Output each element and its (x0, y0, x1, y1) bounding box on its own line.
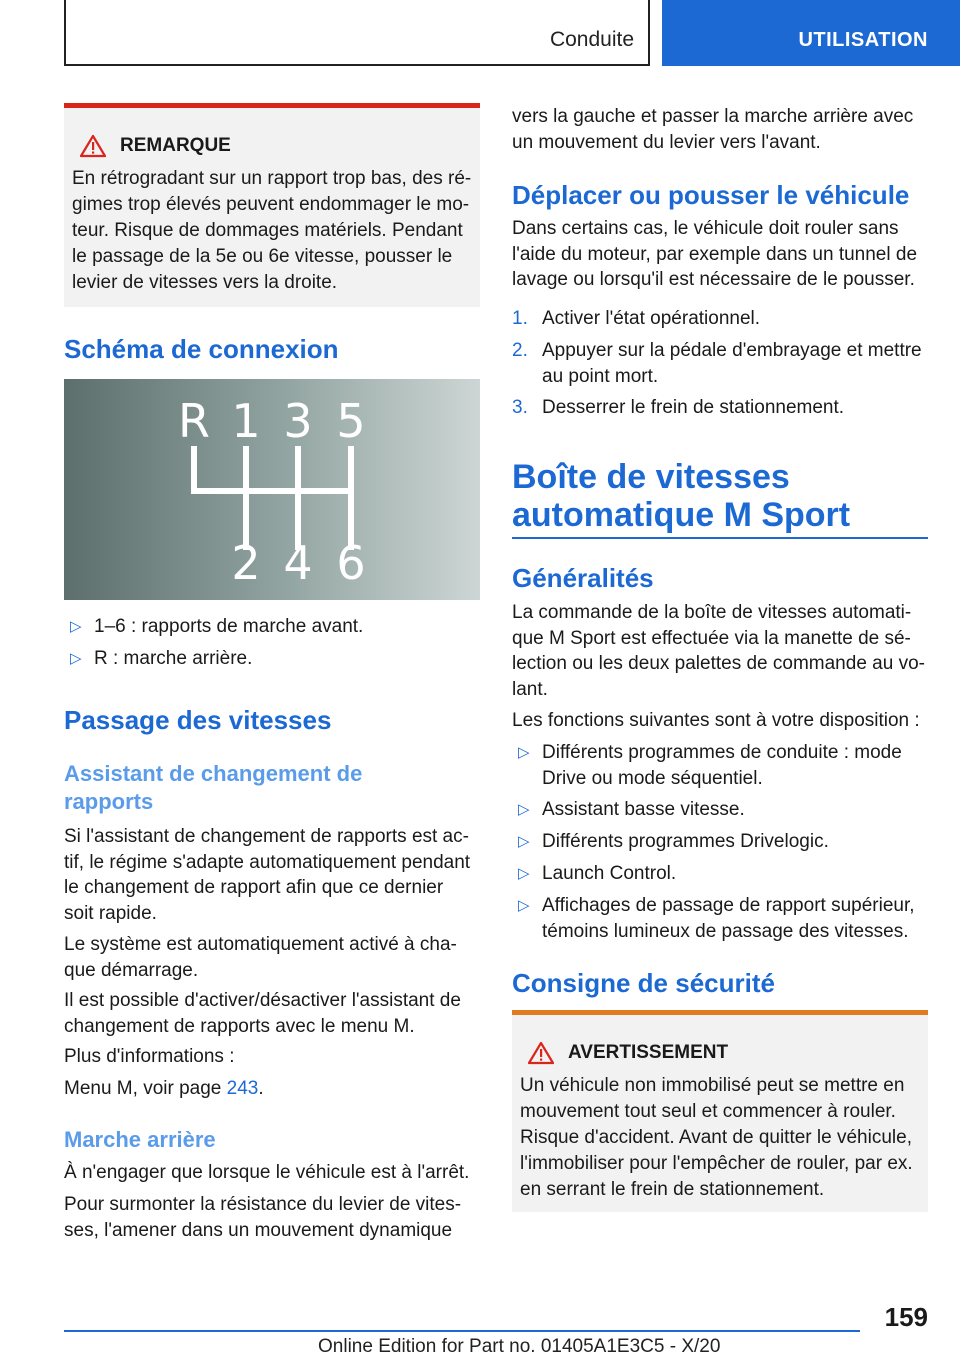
gear-shift-diagram (64, 379, 480, 600)
text-line: l'aide du moteur, par exemple dans un tunnel de (512, 243, 918, 265)
list-item (512, 861, 932, 887)
gear-label-3: 3 (283, 394, 313, 448)
text-line: au point mort. (542, 365, 659, 387)
list-item (64, 646, 480, 672)
assistant-heading-line: rapports (64, 789, 154, 814)
bullet-arrow-icon: ▷ (518, 833, 530, 850)
assistant-heading-line: Assistant de changement de (64, 761, 363, 786)
remarque-title: REMARQUE (120, 135, 231, 156)
menu-ref-suffix: . (258, 1078, 264, 1099)
menu-reference (64, 1076, 264, 1102)
assistant-paragraph-2 (64, 932, 484, 983)
text-line: Desserrer le frein de stationnement. (542, 397, 845, 418)
text-line: lavage ou lorsqu'il est nécessaire de le pousser. (512, 269, 915, 290)
avertissement-line: l'immobiliser pour l'empêcher de rouler, par ex. (520, 1153, 913, 1174)
remarque-line: En rétrogradant sur un rapport trop bas, des ré- (72, 168, 472, 189)
bullet-arrow-icon: ▷ (70, 618, 82, 635)
text-line: que M Sport est effectuée via la manette de sé- (512, 627, 911, 649)
warning-icon (528, 1041, 554, 1065)
avertissement-title: AVERTISSEMENT (568, 1042, 729, 1063)
text-line: Affichages de passage de rapport supérieur, (542, 895, 915, 916)
list-item (512, 893, 932, 944)
text-line: Le système est automatiquement activé à cha- (64, 934, 457, 955)
avertissement-line: Risque d'accident. Avant de quitter le véhicule, (520, 1127, 912, 1148)
gear-label-5: 5 (336, 394, 366, 448)
bullet-arrow-icon: ▷ (518, 744, 530, 761)
footer-edition: Online Edition for Part no. 01405A1E3C5 - X/20 (318, 1336, 721, 1357)
fonctions-intro (512, 708, 932, 734)
text-line: Drive ou mode séquentiel. (542, 767, 763, 789)
boite-heading (512, 458, 850, 534)
step-item (512, 395, 932, 421)
text-line: lection ou les deux palettes de commande au vo- (512, 653, 925, 674)
list-item (512, 797, 932, 823)
text-line: Les fonctions suivantes sont à votre disposition : (512, 710, 920, 731)
page-number: 159 (884, 1302, 928, 1332)
text-line: Il est possible d'activer/désactiver l'assistant de (64, 990, 461, 1011)
consigne-heading: Consigne de sécurité (512, 968, 775, 998)
marche-paragraph-1 (64, 1160, 484, 1186)
footer-rule (64, 1330, 860, 1332)
schema-heading: Schéma de connexion (64, 334, 339, 364)
gear-bullet-text: R : marche arrière. (94, 648, 253, 669)
step-item (512, 338, 932, 389)
remarque-line: le passage de la 5e ou 6e vitesse, pousser le (72, 246, 453, 267)
header-chapter-label: UTILISATION (798, 29, 928, 51)
plus-info (64, 1044, 234, 1070)
chapter-rule (512, 537, 928, 539)
text-line: le changement de rapport afin que ce dernier (64, 877, 444, 898)
passage-heading: Passage des vitesses (64, 705, 332, 735)
gear-label-2: 2 (231, 536, 261, 590)
text-line: lant. (512, 678, 548, 700)
deplacer-heading: Déplacer ou pousser le véhicule (512, 180, 910, 210)
remarque-line: teur. Risque de dommages matériels. Pendant (72, 220, 463, 241)
remarque-line: levier de vitesses vers la droite. (72, 272, 338, 293)
boite-heading-line: Boîte de vitesses (512, 458, 790, 496)
generalites-heading: Généralités (512, 563, 654, 593)
list-item (512, 829, 932, 855)
step-number: 2. (512, 340, 528, 361)
avertissement-notice (512, 1010, 928, 1212)
menu-ref-text: Menu M, voir page (64, 1078, 227, 1099)
step-item (512, 306, 932, 332)
bullet-arrow-icon: ▷ (518, 897, 530, 914)
text-line: Différents programmes de conduite : mode (542, 742, 902, 763)
gear-label-1: 1 (231, 394, 261, 448)
text-line: Launch Control. (542, 863, 677, 884)
gear-label-r: R (178, 394, 210, 448)
list-item (64, 614, 480, 640)
boite-heading-line: automatique M Sport (512, 496, 851, 534)
gear-label-6: 6 (336, 536, 366, 590)
step-number: 3. (512, 397, 528, 418)
text-line: ses, l'amener dans un mouvement dynamique (64, 1219, 453, 1241)
text-line: soit rapide. (64, 902, 157, 924)
header-chapter-tab (662, 0, 960, 66)
text-line: Activer l'état opérationnel. (542, 308, 761, 329)
text-line: Pour surmonter la résistance du levier de vites- (64, 1194, 462, 1215)
assistant-paragraph-1 (64, 824, 484, 926)
text-line: tif, le régime s'adapte automatiquement pendant (64, 851, 471, 873)
marche-heading: Marche arrière (64, 1127, 216, 1152)
text-line: Appuyer sur la pédale d'embrayage et mettre (542, 340, 922, 361)
gear-label-4: 4 (283, 536, 313, 590)
deplacer-paragraph (512, 216, 932, 293)
text-line: À n'engager que lorsque le véhicule est à l'arrêt. (64, 1162, 470, 1183)
text-line: changement de rapports avec le menu M. (64, 1015, 415, 1037)
text-line: témoins lumineux de passage des vitesses. (542, 920, 909, 942)
avertissement-line: en serrant le frein de stationnement. (520, 1179, 825, 1200)
avertissement-line: Un véhicule non immobilisé peut se mettre en (520, 1075, 905, 1096)
gear-bullet-text: 1–6 : rapports de marche avant. (94, 616, 364, 637)
text-line: un mouvement du levier vers l'avant. (512, 131, 821, 153)
header-section-tab (64, 0, 650, 66)
marche-paragraph-2 (64, 1192, 484, 1243)
bullet-arrow-icon: ▷ (518, 801, 530, 818)
text-line: Si l'assistant de changement de rapports est ac- (64, 826, 469, 847)
text-line: Dans certains cas, le véhicule doit rouler sans (512, 218, 899, 239)
list-item (512, 740, 932, 791)
header-section-label: Conduite (549, 28, 634, 51)
assistant-paragraph-3 (64, 988, 484, 1039)
bullet-arrow-icon: ▷ (518, 865, 530, 882)
text-line: Différents programmes Drivelogic. (542, 831, 829, 852)
generalites-paragraph (512, 600, 932, 702)
avertissement-line: mouvement tout seul et commencer à rouler. (520, 1101, 896, 1122)
continued-paragraph (512, 104, 932, 155)
text-line: vers la gauche et passer la marche arrière avec (512, 106, 914, 127)
bullet-arrow-icon: ▷ (70, 650, 82, 667)
remarque-line: gimes trop élevés peuvent endommager le mo- (72, 194, 470, 215)
remarque-notice (64, 103, 480, 307)
page-link[interactable]: 243 (226, 1078, 259, 1099)
warning-icon (80, 134, 106, 158)
step-number: 1. (512, 308, 528, 329)
assistant-heading (64, 760, 480, 816)
text-line: Assistant basse vitesse. (542, 799, 745, 820)
text-line: La commande de la boîte de vitesses automati- (512, 602, 912, 623)
text-line: Plus d'informations : (64, 1046, 235, 1067)
text-line: que démarrage. (64, 959, 199, 981)
